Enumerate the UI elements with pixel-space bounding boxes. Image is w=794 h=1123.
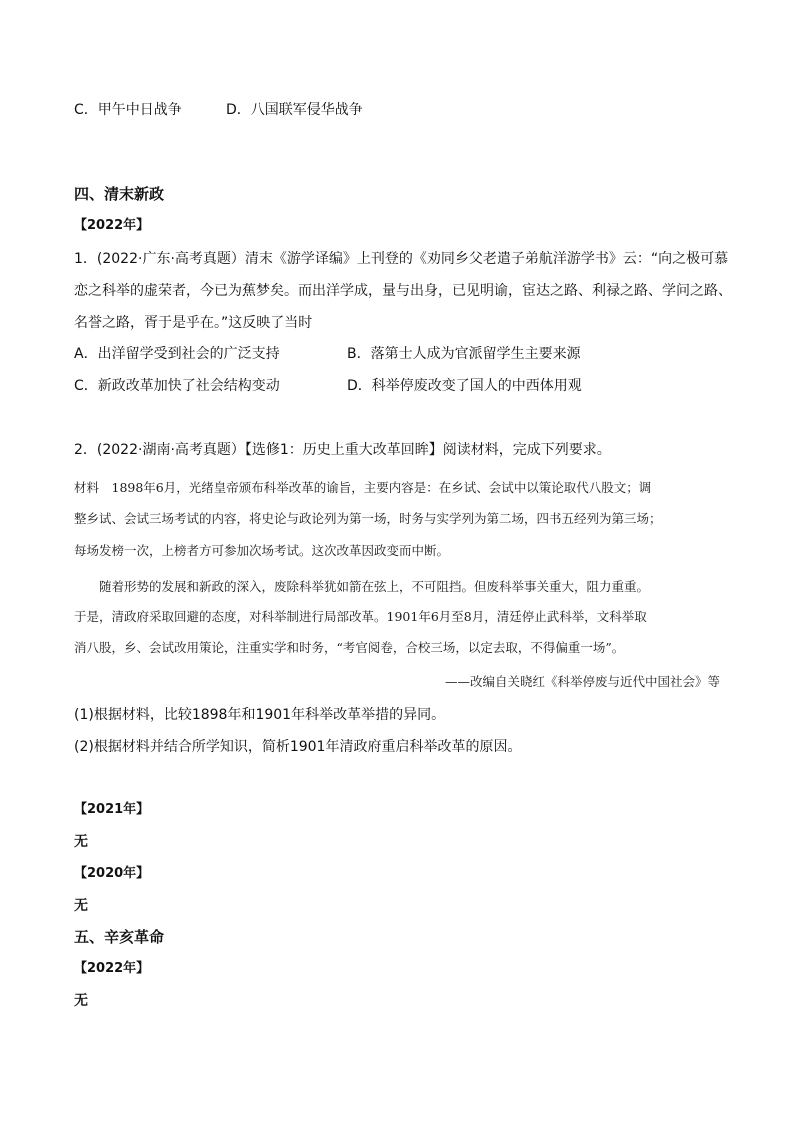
material-source: ——改编自关晓红《科举停废与近代中国社会》等 <box>444 674 720 689</box>
material-line-5: 于是，清政府采取回避的态度，对科举制进行局部改革。1901年6月至8月，清廷停止武科举，文科举取 <box>74 609 647 624</box>
question-1-line-1: 1．(2022·广东·高考真题）清末《游学译编》上刊登的《劝同乡父老遣子弟航洋游学书》云：“向之极可慕 <box>74 251 729 267</box>
material-line-2: 整乡试、会试三场考试的内容，将史论与政论列为第一场，时务与实学列为第二场，四书五经列为第三场； <box>74 511 662 526</box>
material-line-6: 消八股，乡、会试改用策论，注重实学和时务，“考官阅卷，合校三场，以定去取，不得偏重一场”。 <box>74 640 625 655</box>
year-label-2020: 【2020年】 <box>74 866 150 881</box>
question-1-option-d: D．科举停废改变了国人的中西体用观 <box>347 378 582 394</box>
material-line-3: 每场发榜一次，上榜者方可参加次场考试。这次改革因政变而中断。 <box>74 543 450 558</box>
none-text-2022-section5: 无 <box>74 993 88 1009</box>
question-1-option-b: B．落第士人成为官派留学生主要来源 <box>347 346 581 362</box>
question-2-stem: 2．(2022·湖南·高考真题）【选修1：历史上重大改革回眸】阅读材料，完成下列要求。 <box>74 442 611 458</box>
section-heading-4: 四、清末新政 <box>74 185 165 203</box>
material-line-1: 材料 1898年6月，光绪皇帝颁布科举改革的谕旨，主要内容是：在乡试、会试中以策论取代八股文；调 <box>74 480 652 495</box>
option-c: C．甲午中日战争 <box>74 102 182 118</box>
question-1-option-c: C．新政改革加快了社会结构变动 <box>74 378 280 394</box>
option-d: D．八国联军侵华战争 <box>226 102 363 118</box>
question-1-line-2: 恋之科举的虚荣者，今已为蕉梦矣。而出洋学成，量与出身，已见明谕，宦达之路、利禄之路、学问之路、 <box>74 283 732 299</box>
year-label-2021: 【2021年】 <box>74 802 150 817</box>
question-1-option-a: A．出洋留学受到社会的广泛支持 <box>74 346 280 362</box>
year-label-2022: 【2022年】 <box>74 218 150 233</box>
none-text-2021: 无 <box>74 834 88 850</box>
question-2-sub-1: (1)根据材料，比较1898年和1901年科举改革举措的异同。 <box>74 707 446 723</box>
material-line-4: 随着形势的发展和新政的深入，废除科举犹如箭在弦上，不可阻挡。但废科举事关重大，阻力重重。 <box>74 579 650 594</box>
year-label-2022-section5: 【2022年】 <box>74 961 150 976</box>
none-text-2020: 无 <box>74 898 88 914</box>
section-heading-5: 五、辛亥革命 <box>74 928 165 946</box>
question-2-sub-2: (2)根据材料并结合所学知识，简析1901年清政府重启科举改革的原因。 <box>74 739 522 755</box>
question-1-line-3: 名誉之路，胥于是乎在。”这反映了当时 <box>74 315 313 331</box>
